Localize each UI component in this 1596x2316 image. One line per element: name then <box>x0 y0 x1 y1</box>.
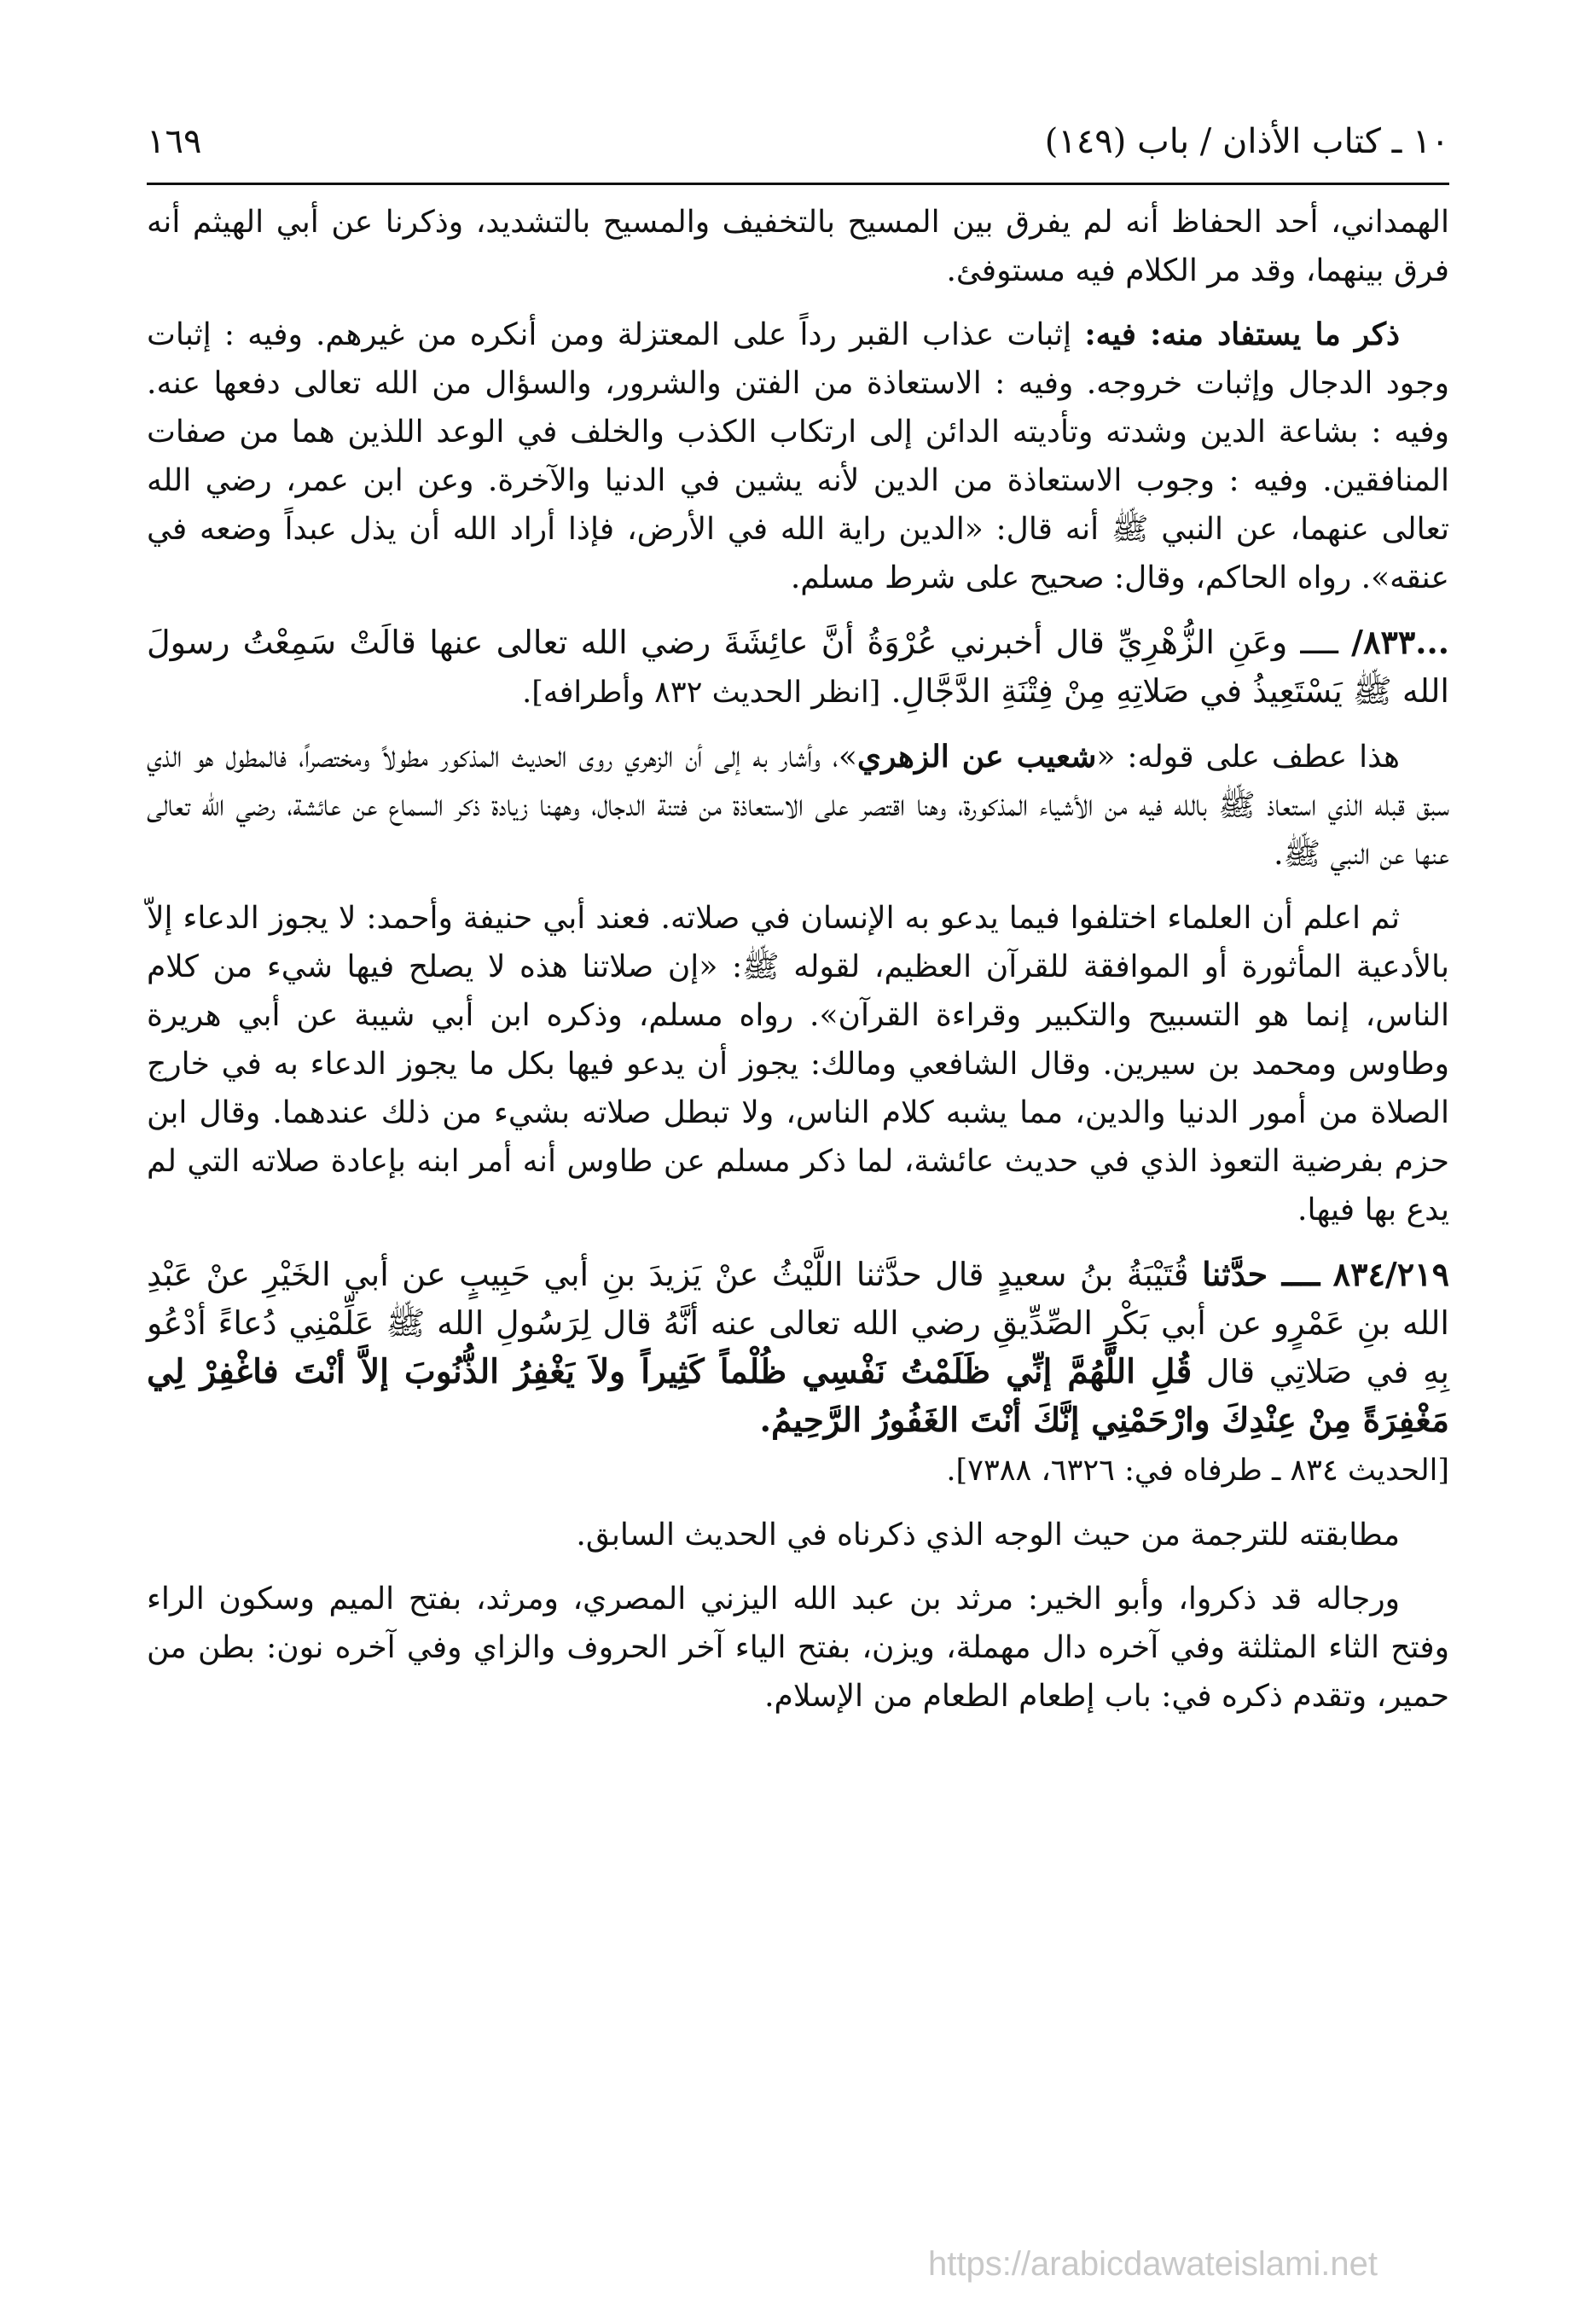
hadith-cross-reference: [انظر الحديث ٨٣٢ وأطرافه]. <box>522 676 881 710</box>
commentary-bold-phrase: شعيب عن الزهري <box>856 739 1097 775</box>
hadith-cross-reference: [الحديث ٨٣٤ ـ طرفاه في: ٦٣٢٦، ٧٣٨٨]. <box>946 1454 1449 1488</box>
hadith-number: ٨٣٤/٢١٩ <box>1332 1255 1449 1293</box>
site-watermark: https://arabicdawateislami.net <box>928 2245 1378 2283</box>
hadith-chain-lead: ــــ حدَّثنا <box>1202 1255 1320 1293</box>
hadith-supplication: قُلِ اللَّهُمَّ إنِّي ظَلَمْتُ نَفْسِي ظُلْماً كَثِيراً ولاَ يَغْفِرُ الذُّنُوبَ إلاَّ أنْتَ فاغْفِرْ لِي مَغْفِرَةً مِنْ عِنْدِكَ وارْحَمْنِي إنَّكَ أنْتَ الغَفُورُ الرَّحِيمُ. <box>147 1352 1449 1440</box>
hadith-number: ...٨٣٣/ <box>1351 623 1449 661</box>
commentary-text-b: »، وأشار به إلى أن الزهري روى الحديث المذكور مطولاً ومختصراً، فالمطول هو الذي سبق قبله الذي استعاذ ﷺ بالله فيه من الأشياء المذكورة، وهنا اقتصر على الاستعاذة من فتنة الدجال، وههنا زيادة ذكر السماع عن عائشة، رضي الله تعالى عنها عن النبي ﷺ. <box>147 740 1449 872</box>
commentary-text-a: هذا عطف على قوله: « <box>1096 740 1400 775</box>
hadith-text: ــــ وعَنِ الزُّهْرِيِّ قال أخبرني عُرْوَةُ أنَّ عائِشَةَ رضي الله تعالى عنها قالَتْ سَمِعْتُ رسولَ الله ﷺ يَسْتَعِيذُ في صَلاتِهِ مِنْ فِتْنَةِ الدَّجَّالِ. <box>147 624 1449 710</box>
paragraph-benefits <box>147 311 1449 602</box>
page-body <box>147 198 1449 1736</box>
running-header <box>147 101 1449 185</box>
benefits-heading: ذكر ما يستفاد منه: فيه: <box>1084 316 1401 352</box>
hadith-text: قُتَيْبَةُ بنُ سعيدٍ قال حدَّثنا اللَّيْثُ عنْ يَزيدَ بنِ أبي حَبِيبٍ عن أبي الخَيْرِ عنْ عَبْدِ الله بنِ عَمْرٍو عن أبي بَكْرٍ الصِّدِّيقِ رضي الله تعالى عنه أنَّهُ قال لِرَسُولِ الله ﷺ عَلِّمْنِي دُعاءً أدْعُو بِهِ في صَلاتِي قال <box>147 1256 1449 1390</box>
paragraph-correspondence: مطابقته للترجمة من حيث الوجه الذي ذكرناه في الحديث السابق. <box>576 1518 1400 1553</box>
benefits-text: إثبات عذاب القبر رداً على المعتزلة ومن أنكره من غيرهم. وفيه : إثبات وجود الدجال وإثبات خروجه. وفيه : الاستعاذة من الفتن والشرور، والسؤال من الله تعالى دفعها عنه. وفيه : بشاعة الدين وشدته وتأديته الدائن إلى ارتكاب الكذب والخلف في الوعد اللذين هما من صفات المنافقين. وفيه : وجوب الاستعاذة من الدين لأنه يشين في الدنيا والآخرة. وعن ابن عمر، رضي الله تعالى عنهما، عن النبي ﷺ أنه قال: «الدين راية الله في الأرض، فإذا أراد الله أن يذل عبداً وضعه في عنقه». رواه الحاكم، وقال: صحيح على شرط مسلم. <box>147 317 1449 595</box>
page-number: ١٦٩ <box>147 122 202 161</box>
hadith-834 <box>147 1250 1449 1495</box>
hadith-833 <box>147 618 1449 717</box>
chapter-title: ١٠ ـ كتاب الأذان / باب (١٤٩) <box>1044 122 1449 161</box>
paragraph-1: الهمداني، أحد الحفاظ أنه لم يفرق بين المسيح بالتخفيف والمسيح بالتشديد، وذكرنا عن أبي الهيثم أنه فرق بينهما، وقد مر الكلام فيه مستوفئ. <box>147 205 1449 288</box>
paragraph-narrators: ورجاله قد ذكروا، وأبو الخير: مرثد بن عبد الله اليزني المصري، ومرثد، بفتح الميم وسكون الراء وفتح الثاء المثلثة وفي آخره دال مهملة، ويزن، بفتح الياء آخر الحروف والزاي وفي آخره نون: بطن من حمير، وتقدم ذكره في: باب إطعام الطعام من الإسلام. <box>147 1582 1449 1714</box>
paragraph-commentary <box>147 733 1449 879</box>
paragraph-scholars: ثم اعلم أن العلماء اختلفوا فيما يدعو به الإنسان في صلاته. فعند أبي حنيفة وأحمد: لا يجوز الدعاء إلاّ بالأدعية المأثورة أو الموافقة للقرآن العظيم، لقوله ﷺ: «إن صلاتنا هذه لا يصلح فيها شيء من كلام الناس، إنما هو التسبيح والتكبير وقراءة القرآن». رواه مسلم، وذكره ابن أبي شيبة عن أبي هريرة وطاوس ومحمد بن سيرين. وقال الشافعي ومالك: يجوز أن يدعو فيها بكل ما يجوز الدعاء به في خارج الصلاة من أمور الدنيا والدين، مما يشبه كلام الناس، ولا تبطل صلاته بشيء من ذلك عندهما. وقال ابن حزم بفرضية التعوذ الذي في حديث عائشة، لما ذكر مسلم عن طاوس أنه أمر ابنه بإعادة صلاته التي لم يدع بها فيها. <box>147 901 1449 1228</box>
